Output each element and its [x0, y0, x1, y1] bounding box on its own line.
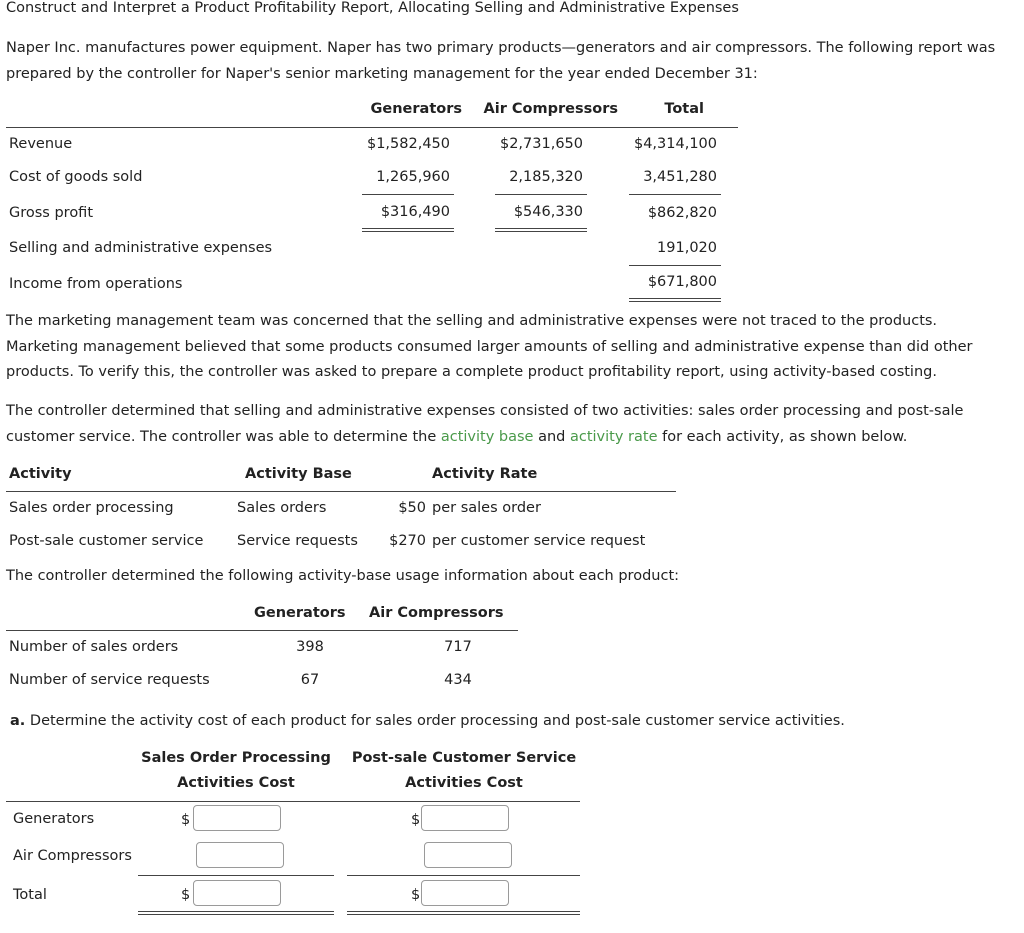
report-row-label: Gross profit — [9, 205, 94, 221]
intro-paragraph: Naper Inc. manufactures power equipment. Naper has two primary products—generators and air compressors. The following report was prepared by the controller for Naper's senior marketing management for the year ended December 31: — [6, 40, 996, 82]
page-title: Construct and Interpret a Product Profitability Report, Allocating Selling and Administrative Expenses — [6, 0, 739, 16]
usage-cell: 434 — [444, 672, 472, 688]
air-compressors-sop-cost-input[interactable] — [196, 842, 284, 868]
answer-row-label: Generators — [13, 811, 95, 827]
concern-paragraph: The marketing management team was concerned that the selling and administrative expenses were not traced to the products. Marketing management believed that some products consumed larger amounts of selling and administrative expense than did other products. To verify this, the controller was asked to prepare a complete product profitability report, using activity-based costing. — [6, 313, 973, 380]
usage-header-air-compressors: Air Compressors — [369, 605, 504, 621]
report-cell: $862,820 — [647, 205, 717, 221]
usage-cell: 398 — [296, 639, 324, 655]
report-cell: $546,330 — [513, 204, 583, 220]
report-cell: 1,265,960 — [376, 169, 450, 185]
activity-rate-unit: per sales order — [432, 500, 541, 516]
activity-rate-header: Activity Rate — [432, 466, 538, 482]
report-row-label: Revenue — [9, 136, 73, 152]
report-cell: $2,731,650 — [499, 136, 583, 152]
usage-row-label: Number of sales orders — [9, 639, 179, 655]
report-header-generators: Generators — [370, 101, 462, 117]
activity-rate-amount: $270 — [389, 533, 426, 549]
report-cell: $1,582,450 — [366, 136, 450, 152]
usage-cell: 717 — [444, 639, 472, 655]
usage-header-generators: Generators — [254, 605, 346, 621]
answer-row-label: Total — [13, 887, 47, 903]
usage-cell: 67 — [300, 672, 320, 688]
total-sop-cost-input[interactable] — [193, 880, 281, 906]
report-cell: $671,800 — [647, 274, 717, 290]
answer-row-label: Air Compressors — [13, 848, 132, 864]
currency-sign: $ — [411, 887, 421, 903]
question-a: a. Determine the activity cost of each product for sales order processing and post-sale customer service activities. — [10, 713, 845, 729]
currency-sign: $ — [411, 812, 421, 828]
psc-header: Post-sale Customer Service — [351, 750, 577, 766]
total-psc-cost-input[interactable] — [421, 880, 509, 906]
activity-base: Service requests — [237, 533, 358, 549]
activity-rate-amount: $50 — [398, 500, 426, 516]
report-row-label: Selling and administrative expenses — [9, 240, 273, 256]
activity-base-link[interactable]: activity base — [440, 428, 534, 445]
report-header-air-compressors: Air Compressors — [483, 101, 618, 117]
currency-sign: $ — [181, 887, 191, 903]
report-header-total: Total — [664, 101, 704, 117]
report-cell: 3,451,280 — [643, 169, 717, 185]
report-row-label: Cost of goods sold — [9, 169, 143, 185]
report-cell: 191,020 — [657, 240, 717, 256]
activity-base: Sales orders — [237, 500, 327, 516]
sop-header: Sales Order Processing — [141, 750, 331, 766]
activities-paragraph: The controller determined that selling and administrative expenses consisted of two activities: sales order processing and post-sale customer service. The controller was able to determine the activity base and activity rate for each activity, as shown below. — [6, 403, 964, 445]
activity-base-header: Activity Base — [245, 466, 352, 482]
activity-name: Sales order processing — [9, 500, 174, 516]
activity-rate-link[interactable]: activity rate — [569, 428, 658, 445]
generators-psc-cost-input[interactable] — [421, 805, 509, 831]
activity-name: Post-sale customer service — [9, 533, 204, 549]
activity-rate-unit: per customer service request — [432, 533, 646, 549]
activity-header: Activity — [9, 466, 72, 482]
report-cell: $4,314,100 — [633, 136, 717, 152]
usage-row-label: Number of service requests — [9, 672, 210, 688]
report-row-label: Income from operations — [9, 276, 183, 292]
air-compressors-psc-cost-input[interactable] — [424, 842, 512, 868]
report-cell: 2,185,320 — [509, 169, 583, 185]
currency-sign: $ — [181, 812, 191, 828]
generators-sop-cost-input[interactable] — [193, 805, 281, 831]
usage-intro: The controller determined the following activity-base usage information about each product: — [6, 568, 680, 584]
report-cell: $316,490 — [380, 204, 450, 220]
